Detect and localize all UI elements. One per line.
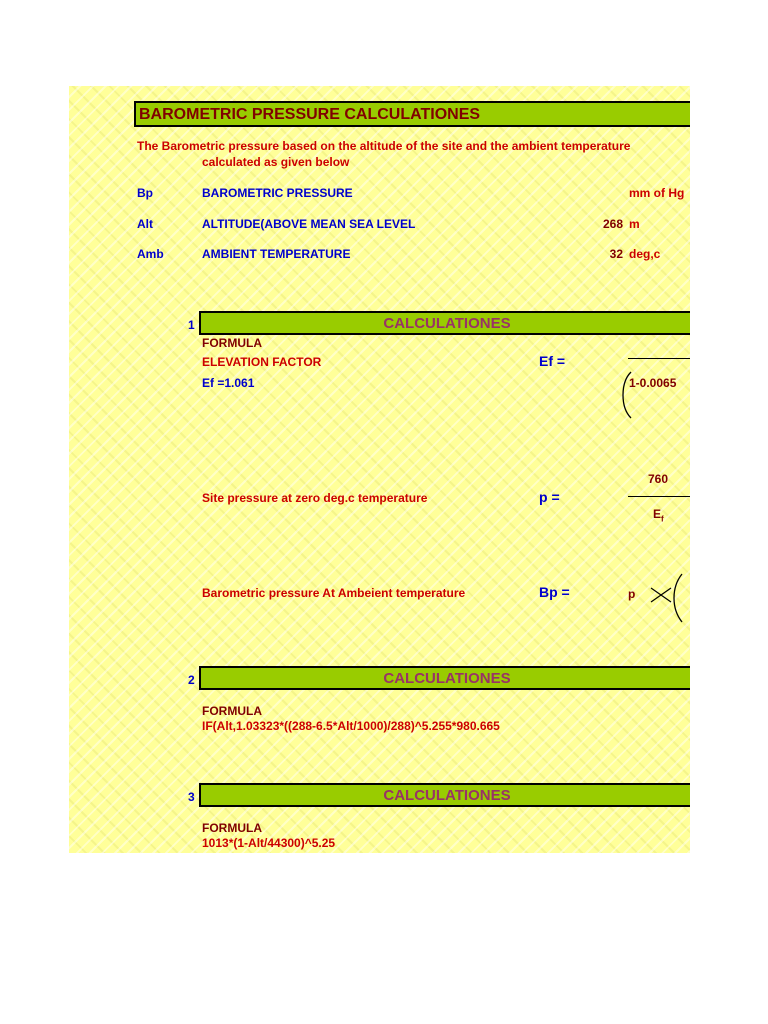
p-fraction-line (628, 496, 690, 497)
section-2-header-bar (199, 666, 690, 690)
p-denominator-e: E (653, 507, 662, 521)
param-unit-amb: deg,c (629, 247, 661, 261)
ef-expression: 1-0.0065 (629, 376, 677, 390)
param-name-bp: BAROMETRIC PRESSURE (202, 186, 353, 200)
section-2-formula-label: FORMULA (202, 704, 262, 718)
p-numerator: 760 (648, 472, 669, 486)
section-3-number: 3 (188, 790, 195, 804)
section-3-header-bar (199, 783, 690, 807)
ef-symbol: Ef = (539, 353, 566, 369)
ef-bracket-icon (621, 370, 633, 420)
section-1-header-bar (199, 311, 690, 335)
title-bar (134, 101, 690, 127)
section-2-header: CALCULATIONES (383, 670, 511, 687)
section-1-header: CALCULATIONES (383, 315, 511, 332)
bp-symbol: Bp = (539, 584, 570, 600)
page-title: BAROMETRIC PRESSURE CALCULATIONES (139, 106, 481, 123)
section-3-formula-label: FORMULA (202, 821, 262, 835)
section-1-number: 1 (188, 318, 195, 332)
section-3-header: CALCULATIONES (383, 787, 511, 804)
section-3-formula: 1013*(1-Alt/44300)^5.25 (202, 836, 336, 850)
bp-ambient-label: Barometric pressure At Ambeient temperature (202, 586, 466, 600)
ef-value: Ef =1.061 (202, 376, 255, 390)
param-unit-bp: mm of Hg (629, 186, 685, 200)
param-unit-alt: m (629, 217, 640, 231)
param-name-alt: ALTITUDE(ABOVE MEAN SEA LEVEL (202, 217, 416, 231)
param-symbol-amb: Amb (137, 247, 164, 261)
bp-p: p (628, 587, 636, 601)
param-value-amb[interactable]: 32 (609, 247, 623, 261)
param-name-amb: AMBIENT TEMPERATURE (202, 247, 351, 261)
section-1-formula-label: FORMULA (202, 336, 262, 350)
p-denominator (653, 507, 664, 523)
section-2-formula: IF(Alt,1.03323*((288-6.5*Alt/1000)/288)^5.255*980.665 (202, 719, 500, 733)
intro-line-1: The Barometric pressure based on the altitude of the site and the ambient temperature (137, 139, 631, 153)
ef-fraction-line (628, 358, 690, 359)
section-2-number: 2 (188, 673, 195, 687)
p-symbol: p = (539, 489, 560, 505)
p-denominator-sub: f (661, 514, 664, 524)
site-pressure-label: Site pressure at zero deg.c temperature (202, 491, 428, 505)
elevation-factor-label: ELEVATION FACTOR (202, 355, 322, 369)
intro-line-2: calculated as given below (202, 155, 350, 169)
multiply-icon (649, 586, 673, 604)
bp-bracket-icon (672, 572, 684, 624)
param-value-alt[interactable]: 268 (602, 217, 623, 231)
spreadsheet-area (69, 86, 690, 853)
param-symbol-bp: Bp (137, 186, 153, 200)
param-symbol-alt: Alt (137, 217, 153, 231)
